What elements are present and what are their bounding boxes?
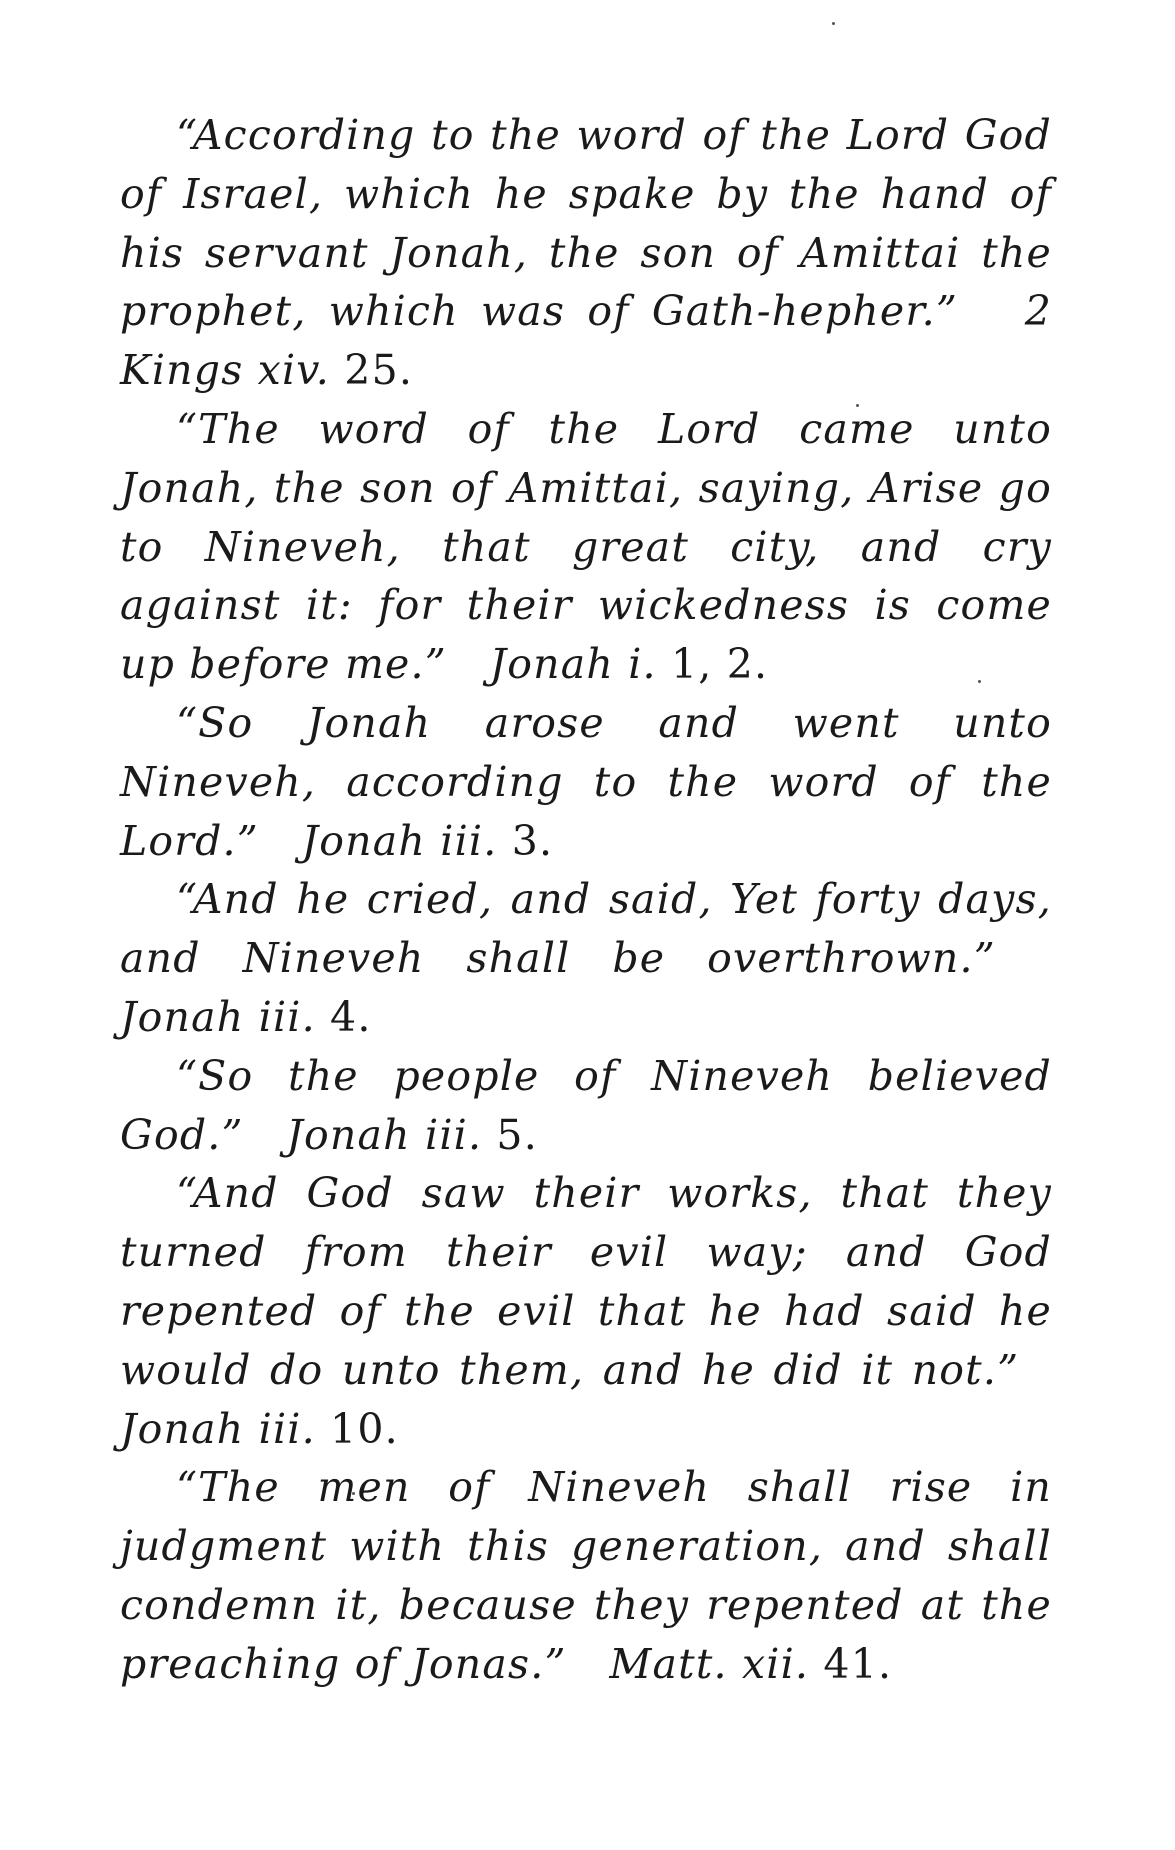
reference-chapter: iii. [425,1110,483,1159]
verse-reference [120,993,372,1041]
reference-verse: 10. [330,1404,399,1453]
reference-verse: 3. [511,816,554,865]
verse-paragraph [120,694,1052,870]
reference-book: Jonah [489,640,614,689]
verse-reference [490,640,769,688]
verse-reference [120,1405,399,1453]
verse-paragraph [120,1458,1052,1693]
reference-book: Jonah [286,1110,411,1159]
verse-reference [609,1640,892,1688]
verse-text: “The word of the Lord came unto Jonah, the son of Amittai, saying, Arise go to Nineveh, that great city, and cry against it: for their wickedness is come up before me.” [120,404,1052,689]
reference-verse: 41. [823,1639,893,1688]
verse-paragraph [120,106,1052,400]
verse-text: “So Jonah arose and went unto Nineveh, according to the word of the Lord.” [120,698,1052,865]
reference-chapter: xiv. [257,346,331,395]
verse-text: “So the people of Nineveh believed God.” [120,1051,1052,1159]
reference-book: Jonah [120,1404,245,1453]
reference-chapter: xii. [741,1639,810,1688]
reference-chapter: iii. [258,1404,316,1453]
reference-book: Jonah [120,992,245,1041]
scan-speck [832,22,835,25]
reference-verse: 5. [496,1110,538,1159]
scripture-quotations [120,106,1052,1694]
verse-reference [302,817,554,865]
verse-text: “The men of Nineveh shall rise in judgment with this generation, and shall condemn it, because they repented at the preaching of Jonas.” [120,1463,1052,1688]
reference-book: 2 Kings [120,287,1052,395]
verse-text: “And he cried, and said, Yet forty days, and Nineveh shall be overthrown.” [120,875,1052,983]
verse-text: “According to the word of the Lord God of Israel, which he spake by the hand of his servant Jonah, the son of Amittai the prophet, which was of Gath-hepher.” [120,111,1052,336]
reference-chapter: iii. [258,992,316,1041]
verse-paragraph [120,1164,1052,1458]
reference-chapter: iii. [440,816,498,865]
verse-paragraph [120,400,1052,694]
reference-book: Matt. [609,1639,728,1688]
reference-book: Jonah [301,816,427,865]
verse-paragraph [120,870,1052,1046]
reference-verse: 1, 2. [671,640,769,689]
verse-reference [286,1111,538,1159]
reference-verse: 25. [344,346,414,395]
reference-chapter: i. [628,640,657,689]
verse-text: “And God saw their works, that they turned from their evil way; and God repented of the evil that he had said he would do unto them, and he did it not.” [120,1169,1052,1394]
reference-verse: 4. [330,992,372,1041]
verse-paragraph [120,1047,1052,1165]
